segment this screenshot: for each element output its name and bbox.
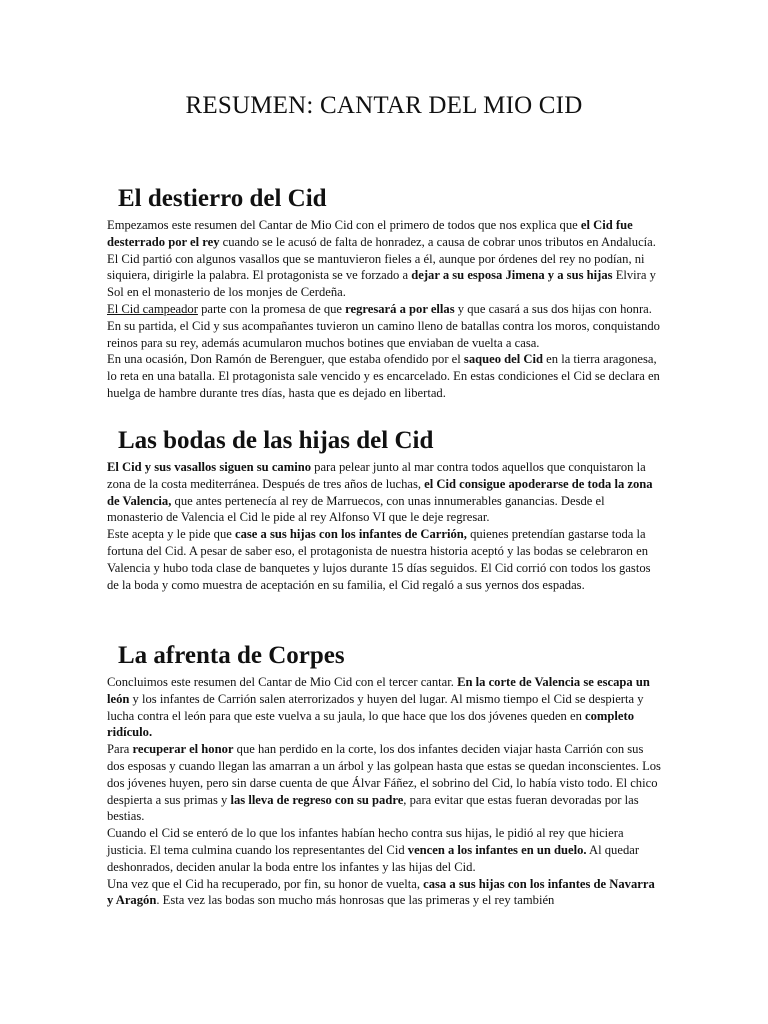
bold-text: el Cid fue desterrado por el rey (107, 218, 633, 249)
paragraph (107, 301, 663, 351)
bold-text: El Cid y sus vasallos siguen su camino (107, 460, 312, 474)
text-run: Elvira y Sol en el monasterio de los monjes de Cerdeña. (107, 268, 656, 300)
bold-text: las lleva de regreso con su padre (230, 792, 404, 807)
text-run: quienes pretendían gastarse toda la fortuna del Cid. A pesar de saber eso, el protagonista de nuestra historia aceptó y las bodas se celebraron en Valencia y hubo toda clase de banquetes y lujos durante 15 días seguidos. El Cid corrió con todos los gastos de la boda y como muestra de aceptación en su familia, el Cid regaló a sus yernos dos espadas. (107, 527, 651, 592)
text-run: que antes pertenecía al rey de Marruecos, con unas innumerables ganancias. Desde el monasterio de Valencia el Cid le pide al rey Alfonso VI que le deje regresar. (107, 493, 605, 525)
bold-text: dejar a su esposa Jimena y a sus hijas (411, 268, 613, 283)
text-run: para pelear junto al mar contra todos aquellos que conquistaron la zona de la costa mediterránea. Después de tres años de luchas, (107, 460, 646, 491)
bold-text: el Cid consigue apoderarse de toda la zona de Valencia, (107, 476, 653, 508)
bold-text: En la corte de Valencia se escapa un león (107, 675, 650, 706)
paragraph (107, 876, 663, 910)
section-body-destierro (107, 217, 663, 402)
text-run: que han perdido en la corte, los dos infantes deciden viajar hasta Carrión con sus dos esposas y cuando llegan las amarran a un árbol y las golpean hasta que estas se quedan inconscientes. Los dos jóvenes huyen, pero sin darse cuenta de que Álvar Fáñez, el sobrino del Cid, lo había visto todo. El chico despierta a sus primas y (107, 742, 661, 807)
text-run: cuando se le acusó de falta de honradez, a causa de cobrar unos tributos en Andalucía. El Cid partió con algunos vasallos que se mantuvieron fieles a él, aunque por órdenes del rey no podían, ni siquiera, dirigirle la palabra. El protagonista se ve forzado a (107, 234, 656, 283)
text-run: Empezamos este resumen del Cantar de Mio Cid con el primero de todos que nos explica que (107, 218, 581, 232)
bold-text: completo ridículo. (107, 708, 635, 740)
section-heading-destierro: El destierro del Cid (118, 185, 327, 212)
section-heading-afrenta: La afrenta de Corpes (118, 642, 345, 669)
section-body-afrenta (107, 674, 663, 909)
bold-text: vencen a los infantes en un duelo. (407, 842, 587, 857)
bold-text: regresará a por ellas (345, 301, 455, 316)
bold-text: recuperar el honor (132, 742, 234, 757)
bold-text: casa a sus hijas con los infantes de Navarra y Aragón (107, 876, 655, 908)
text-run: Este acepta y le pide que (107, 527, 235, 542)
text-run: En una ocasión, Don Ramón de Berenguer, que estaba ofendido por el (107, 352, 464, 367)
paragraph (107, 217, 663, 301)
paragraph (107, 526, 663, 593)
section-body-bodas (107, 459, 663, 593)
paragraph (107, 825, 663, 875)
paragraph (107, 459, 663, 526)
underlined-text: El Cid campeador (107, 301, 198, 316)
text-run: Concluimos este resumen del Cantar de Mio Cid con el tercer cantar. (107, 675, 458, 689)
bold-text: saqueo del Cid (463, 352, 544, 367)
text-run: parte con la promesa de que (197, 301, 346, 316)
text-run: Cuando el Cid se enteró de lo que los infantes habían hecho contra sus hijas, le pidió al rey que hiciera justicia. El tema culmina cuando los representantes del Cid (107, 826, 624, 857)
paragraph (107, 741, 663, 825)
text-run: . Esta vez las bodas son mucho más honrosas que las primeras y el rey también (156, 893, 555, 908)
text-run: en la tierra aragonesa, lo reta en una batalla. El protagonista sale vencido y es encarcelado. En estas condiciones el Cid se declara en huelga de hambre durante tres días, hasta que es dejado en libertad. (107, 352, 660, 400)
bold-text: case a sus hijas con los infantes de Carrión, (234, 527, 467, 542)
section-heading-bodas: Las bodas de las hijas del Cid (118, 427, 434, 454)
paragraph (107, 674, 663, 741)
text-run: y que casará a sus dos hijas con honra. En su partida, el Cid y sus acompañantes tuvieron un camino lleno de batallas contra los moros, conquistando reinos para su rey, además acumularon muchos botines que enviaban de vuelta a casa. (107, 301, 660, 350)
paragraph (107, 351, 663, 401)
text-run: , para evitar que estas fueran devoradas por las bestias. (107, 792, 639, 824)
text-run: y los infantes de Carrión salen aterrorizados y huyen del lugar. Al mismo tiempo el Cid se despierta y lucha contra el león para que este vuelva a su jaula, lo que hace que los dos jóvenes queden en (107, 691, 644, 723)
text-run: Una vez que el Cid ha recuperado, por fin, su honor de vuelta, (107, 876, 424, 891)
text-run: Para (107, 742, 133, 757)
text-run: Al quedar deshonrados, deciden anular la boda entre los infantes y las hijas del Cid. (107, 842, 640, 874)
document-title: RESUMEN: CANTAR DEL MIO CID (185, 92, 583, 119)
